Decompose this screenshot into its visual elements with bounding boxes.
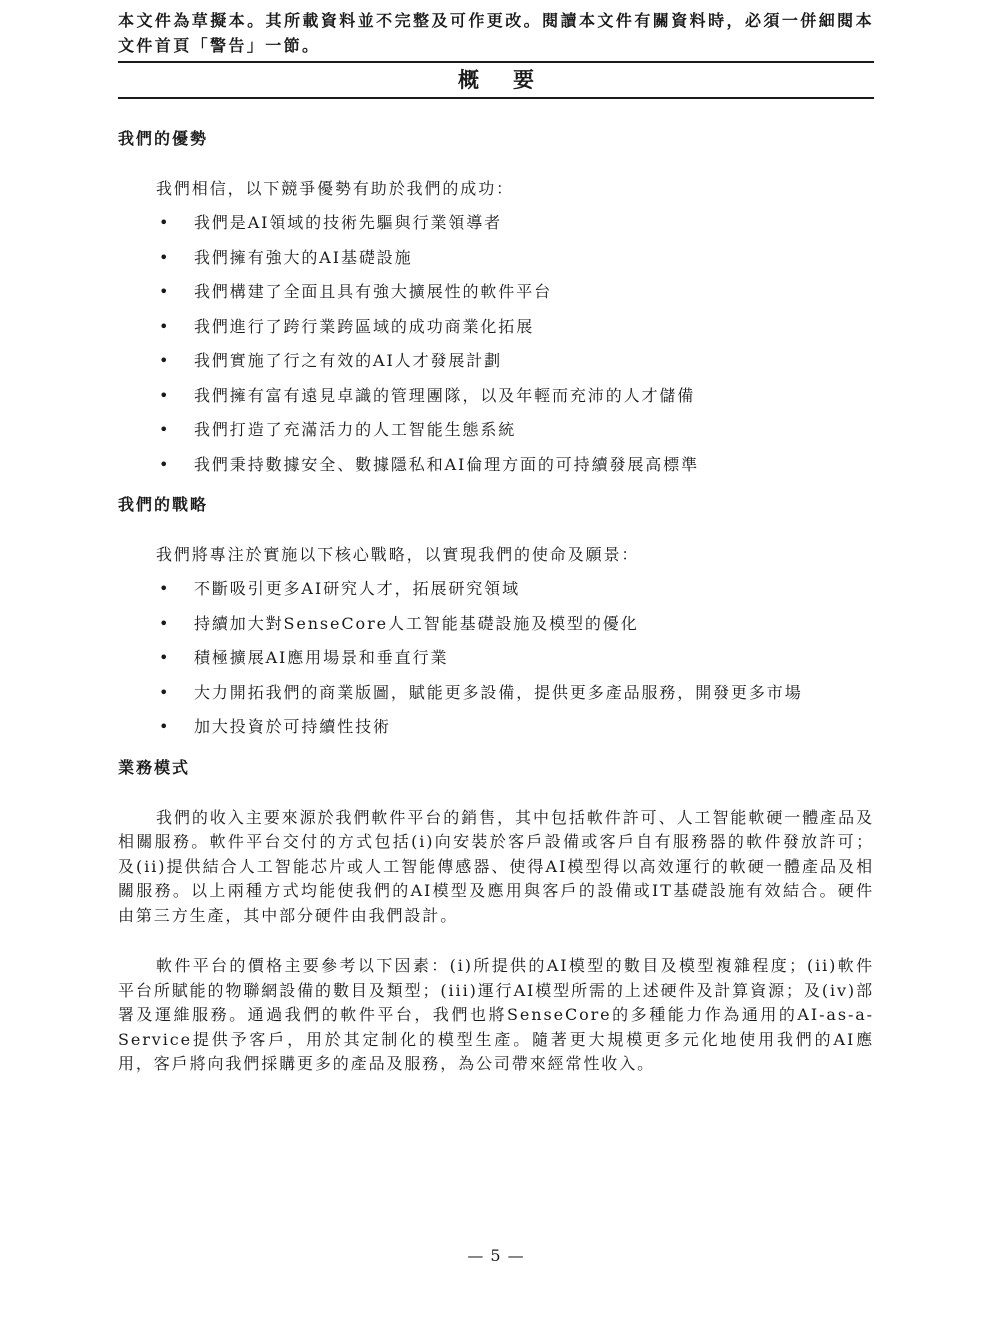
list-item: • 我們實施了行之有效的AI人才發展計劃 — [159, 351, 503, 370]
section-heading-business-model: 業務模式 — [118, 757, 191, 777]
bullet-icon: • — [159, 247, 171, 267]
bullet-icon: • — [159, 454, 171, 474]
advantages-intro: 我們相信，以下競爭優勢有助於我們的成功： — [156, 179, 515, 198]
bullet-icon: • — [159, 385, 171, 405]
section-heading-advantages: 我們的優勢 — [118, 129, 209, 148]
list-item: • 我們秉持數據安全、數據隱私和AI倫理方面的可持續發展高標準 — [159, 454, 699, 474]
bullet-icon: • — [159, 351, 171, 370]
bullet-icon: • — [159, 316, 171, 336]
bullet-icon: • — [159, 648, 171, 667]
list-item: • 加大投資於可持續性技術 — [159, 717, 391, 736]
bullet-icon: • — [159, 579, 171, 598]
list-item: • 持續加大對SenseCore人工智能基礎設施及模型的優化 — [159, 613, 639, 633]
bullet-icon: • — [159, 213, 171, 232]
strategy-intro: 我們將專注於實施以下核心戰略，以實現我們的使命及願景： — [156, 545, 640, 564]
business-model-paragraph-2: 軟件平台的價格主要參考以下因素：(i)所提供的AI模型的數目及模型複雜程度；(ii)軟件平台所賦能的物聯網設備的數目及類型；(iii)運行AI模型所需的上述硬件及計算資源；及(iv)部署及運維服務。通過我們的軟件平台，我們也將SenseCore的多種能力作為通用的AI-as-a-Service提供予客戶，用於其定制化的模型生產。隨著更大規模更多元化地使用我們的AI應用，客戶將向我們採購更多的產品及服務，為公司帶來經常性收入。 — [118, 956, 874, 1073]
list-item: • 我們構建了全面且具有強大擴展性的軟件平台 — [159, 282, 553, 301]
list-item: • 我們是AI領域的技術先驅與行業領導者 — [159, 213, 503, 232]
list-item: • 我們打造了充滿活力的人工智能生態系統 — [159, 420, 517, 439]
list-item: • 積極擴展AI應用場景和垂直行業 — [159, 648, 449, 667]
title-bottom-rule — [118, 97, 874, 99]
strategy-list — [118, 578, 874, 751]
bullet-icon: • — [159, 420, 171, 439]
page-title: 概要 — [458, 67, 568, 92]
bullet-icon: • — [159, 613, 171, 633]
bullet-icon: • — [159, 282, 171, 301]
list-item: • 我們進行了跨行業跨區域的成功商業化拓展 — [159, 316, 535, 336]
list-item: • 我們擁有富有遠見卓識的管理團隊，以及年輕而充沛的人才儲備 — [159, 385, 696, 405]
business-model-paragraph-1: 我們的收入主要來源於我們軟件平台的銷售，其中包括軟件許可、人工智能軟硬一體產品及相關服務。軟件平台交付的方式包括(i)向安裝於客戶設備或客戶自有服務器的軟件發放許可；及(ii)提供結合人工智能芯片或人工智能傳感器、使得AI模型得以高效運行的軟硬一體產品及相關服務。以上兩種方式均能使我們的AI模型及應用與客戶的設備或IT基礎設施有效結合。硬件由第三方生產，其中部分硬件由我們設計。 — [118, 807, 874, 925]
list-item: • 不斷吸引更多AI研究人才，拓展研究領域 — [159, 579, 520, 598]
advantages-list — [118, 212, 874, 488]
section-heading-strategy: 我們的戰略 — [118, 495, 209, 514]
list-item: • 我們擁有強大的AI基礎設施 — [159, 247, 413, 267]
page-number: — 5 — — [467, 1246, 525, 1265]
bullet-icon: • — [159, 682, 171, 702]
bullet-icon: • — [159, 717, 171, 736]
draft-notice: 本文件為草擬本。其所載資料並不完整及可作更改。閱讀本文件有關資料時，必須一併細閱本文件首頁「警告」一節。 — [118, 11, 874, 55]
document-page — [118, 0, 874, 1077]
list-item: • 大力開拓我們的商業版圖，賦能更多設備，提供更多產品服務，開發更多市場 — [159, 682, 803, 702]
